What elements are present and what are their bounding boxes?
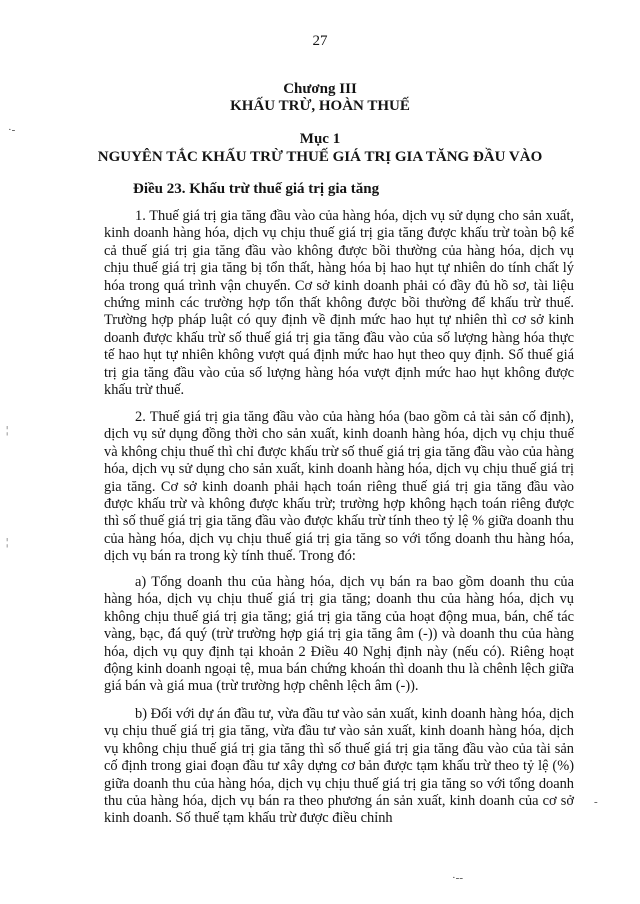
scan-speck: - [594,796,598,808]
section-title: NGUYÊN TẮC KHẤU TRỪ THUẾ GIÁ TRỊ GIA TĂNG ĐẦU VÀO [97,149,543,165]
article-title: Điều 23. Khấu trừ thuế giá trị gia tăng [133,181,380,197]
paragraph-a: a) Tổng doanh thu của hàng hóa, dịch vụ bán ra bao gồm doanh thu của hàng hóa, dịch vụ chịu thuế giá trị gia tăng; doanh thu của hàng hóa, dịch vụ không chịu thuế giá trị gia tăng; giá trị gia tăng của hoạt động mua, bán, chế tác vàng, bạc, đá quý (trừ trường hợp giá trị gia tăng âm (-)) và doanh thu của hàng hóa, dịch vụ quy định tại khoản 2 Điều 40 Nghị định này (nếu có). Riêng hoạt động kinh doanh ngoại tệ, mua bán chứng khoán thì doanh thu là chênh lệch giữa giá bán và giá mua (trừ trường hợp chênh lệch âm (-)). [104,574,574,695]
section-label: Mục 1 [299,131,341,147]
scan-speck: ·- [8,124,16,136]
paragraph-b: b) Đối với dự án đầu tư, vừa đầu tư vào sản xuất, kinh doanh hàng hóa, dịch vụ chịu thuế giá trị gia tăng, vừa đầu tư vào sản xuất, kinh doanh hàng hóa, dịch vụ không chịu thuế giá trị gia tăng thì số thuế giá trị gia tăng đầu vào của tài sản cố định trong giai đoạn đầu tư xây dựng cơ bản được tạm khấu trừ theo tỷ lệ (%) giữa doanh thu của hàng hóa, dịch vụ chịu thuế giá trị gia tăng so với tổng doanh thu của hàng hóa, dịch vụ bán ra theo phương án sản xuất, kinh doanh của cơ sở kinh doanh. Số thuế tạm khấu trừ được điều chỉnh [104,706,574,827]
paragraph-2: 2. Thuế giá trị gia tăng đầu vào của hàng hóa (bao gồm cả tài sản cố định), dịch vụ sử dụng đồng thời cho sản xuất, kinh doanh hàng hóa, dịch vụ chịu thuế và không chịu thuế thì chỉ được khấu trừ số thuế giá trị gia tăng đầu vào của hàng hóa, dịch vụ sử dụng cho sản xuất, kinh doanh hàng hóa, dịch vụ chịu thuế giá trị gia tăng. Cơ sở kinh doanh phải hạch toán riêng thuế giá trị gia tăng đầu vào được khấu trừ và không được khấu trừ; trường hợp không hạch toán riêng được thì số thuế giá trị gia tăng đầu vào được khấu trừ tính theo tỷ lệ % giữa doanh thu của hàng hóa, dịch vụ chịu thuế giá trị gia tăng so với tổng doanh thu hàng hóa, dịch vụ bán ra trong kỳ tính thuế. Trong đó: [104,409,574,565]
scan-speck: ¦ [6,536,9,548]
chapter-title: KHẤU TRỪ, HOÀN THUẾ [230,98,410,114]
chapter-label: Chương III [283,81,357,97]
page-number: 27 [312,33,328,49]
paragraph-1: 1. Thuế giá trị gia tăng đầu vào của hàng hóa, dịch vụ sử dụng cho sản xuất, kinh doanh hàng hóa, dịch vụ chịu thuế giá trị gia tăng được khấu trừ toàn bộ kể cả thuế giá trị gia tăng đầu vào không được bồi thường của hàng hóa, dịch vụ chịu thuế giá trị gia tăng bị tổn thất, hàng hóa bị hao hụt tự nhiên do tính chất lý hóa trong quá trình vận chuyển. Cơ sở kinh doanh phải có đầy đủ hồ sơ, tài liệu chứng minh các trường hợp tổn thất không được bồi thường để khấu trừ thuế. Trường hợp pháp luật có quy định về định mức hao hụt tự nhiên thì cơ sở kinh doanh được khấu trừ số thuế giá trị gia tăng đầu vào của số lượng hàng hóa thực tế hao hụt tự nhiên không vượt quá định mức hao hụt theo quy định. Số thuế giá trị gia tăng đầu vào của số lượng hàng hóa vượt định mức hao hụt không được khấu trừ thuế. [104,208,574,399]
scan-speck: ¦ [6,424,9,436]
scan-speck: ·-- [452,872,463,884]
